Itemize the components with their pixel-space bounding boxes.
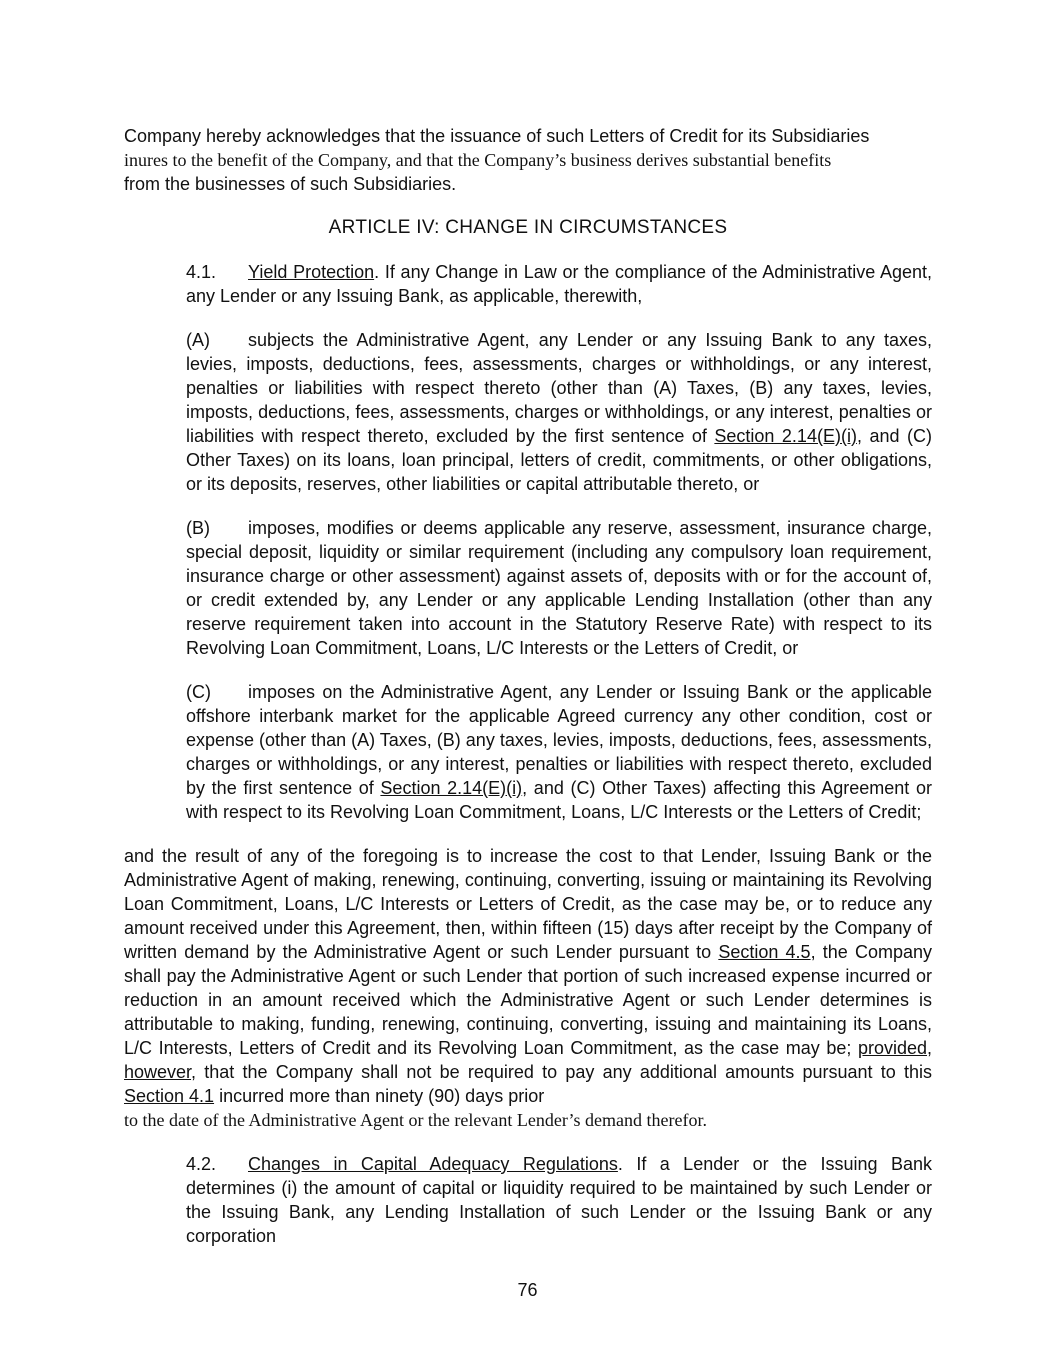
clause-c-text-2: , and (C) Other Taxes) affecting this Agreement or with respect to its Revolving Loan Commitment, Loans, L/C Interests or the Letters of Credit; — [186, 778, 932, 822]
clause-c — [124, 680, 932, 824]
result-text-4: incurred more than ninety (90) days prior — [214, 1086, 545, 1106]
clause-a — [124, 328, 932, 496]
intro-line-3: from the businesses of such Subsidiaries. — [124, 174, 457, 194]
clause-b-text: imposes, modifies or deems applicable any reserve, assessment, insurance charge, special deposit, liquidity or similar requirement (including any compulsory loan requirement, insurance charge or other assessment) against assets of, deposits with or for the account of, or credit extended by, any Lender or any applicable Lending Installation (other than any reserve requirement taken into account in the Statutory Reserve Rate) with respect to its Revolving Loan Commitment, Loans, L/C Interests or the Letters of Credit, or — [186, 518, 932, 658]
page-number: 76 — [517, 1280, 538, 1300]
clause-a-text-2: , and (C) Other Taxes) on its loans, loan principal, letters of credit, commitments, or other obligations, or its deposits, reserves, other liabilities or capital attributable thereto, or — [186, 426, 932, 494]
clause-b — [124, 516, 932, 660]
intro-paragraph — [124, 124, 932, 196]
result-paragraph — [124, 844, 932, 1132]
result-text-3: , that the Company shall not be required to pay any additional amounts pursuant to this — [191, 1062, 932, 1082]
result-text-1: and the result of any of the foregoing is to increase the cost to that Lender, Issuing Bank or the Administrative Agent of making, renewing, continuing, converting, issuing or maintaining its Revolving Loan Commitment, Loans, L/C Interests or Letters of Credit, as the case may be, or to reduce any amount received under this Agreement, then, within fifteen (15) days after receipt by the Company of written demand by the Administrative Agent or such Lender pursuant to — [124, 846, 932, 962]
document-page — [124, 124, 932, 1248]
clause-c-section-ref: Section 2.14(E)(i) — [380, 778, 523, 798]
section-4-1-lead-text: . If any Change in Law or the compliance of the Administrative Agent, any Lender or any Issuing Bank, as applicable, therewith, — [186, 262, 932, 306]
result-section-ref-4-5: Section 4.5 — [718, 942, 811, 962]
result-text-5: to the date of the Administrative Agent or the relevant Lender’s demand therefor. — [124, 1110, 707, 1130]
section-4-2-number: 4.2. — [186, 1154, 217, 1174]
clause-a-section-ref: Section 2.14(E)(i) — [714, 426, 857, 446]
result-section-ref-4-1: Section 4.1 — [124, 1086, 215, 1106]
clause-a-label: (A) — [186, 330, 210, 350]
section-4-1-lead — [124, 260, 932, 308]
clause-c-label: (C) — [186, 682, 211, 702]
section-4-2 — [124, 1152, 932, 1248]
section-4-2-text: . If a Lender or the Issuing Bank determines (i) the amount of capital or liquidity required to be maintained by such Lender or the Issuing Bank, any Lending Installation of such Lender or the Issuing Bank or any corporation — [186, 1154, 932, 1246]
clause-a-text-1: subjects the Administrative Agent, any Lender or any Issuing Bank to any taxes, levies, imposts, deductions, fees, assessments, charges or withholdings, or any interest, penalties or liabilities with respect thereto (other than (A) Taxes, (B) any taxes, levies, imposts, deductions, fees, assessments, charges or withholdings, or any interest, penalties or liabilities with respect thereto, excluded by the first sentence of — [186, 330, 932, 446]
result-text-2: , the Company shall pay the Administrative Agent or such Lender that portion of such increased expense incurred or reduction in an amount received which the Administrative Agent or such Lender determines is attributable to making, funding, renewing, continuing, converting, issuing and maintaining its Loans, L/C Interests, Letters of Credit and its Revolving Loan Commitment, as the case may be; — [124, 942, 933, 1058]
intro-line-1: Company hereby acknowledges that the issuance of such Letters of Credit for its Subsidiaries — [124, 126, 870, 146]
clause-c-text-1: imposes on the Administrative Agent, any Lender or Issuing Bank or the applicable offshore interbank market for the applicable Agreed currency any other condition, cost or expense (other than (A) Taxes, (B) any taxes, levies, imposts, deductions, fees, assessments, charges or withholdings, or any interest, penalties or liabilities with respect thereto, excluded by the first sentence of — [186, 682, 933, 798]
article-heading: ARTICLE IV: CHANGE IN CIRCUMSTANCES — [328, 217, 728, 238]
provided-term: provided — [857, 1038, 927, 1058]
provided-comma: , — [926, 1038, 932, 1058]
section-4-1-title: Yield Protection — [248, 262, 375, 282]
however-term: however — [124, 1062, 192, 1082]
section-4-2-title: Changes in Capital Adequacy Regulations — [248, 1154, 618, 1174]
clause-b-label: (B) — [186, 518, 210, 538]
section-4-1-number: 4.1. — [186, 262, 217, 282]
intro-line-2: inures to the benefit of the Company, and that the Company’s business derives substantial benefits — [124, 150, 832, 170]
